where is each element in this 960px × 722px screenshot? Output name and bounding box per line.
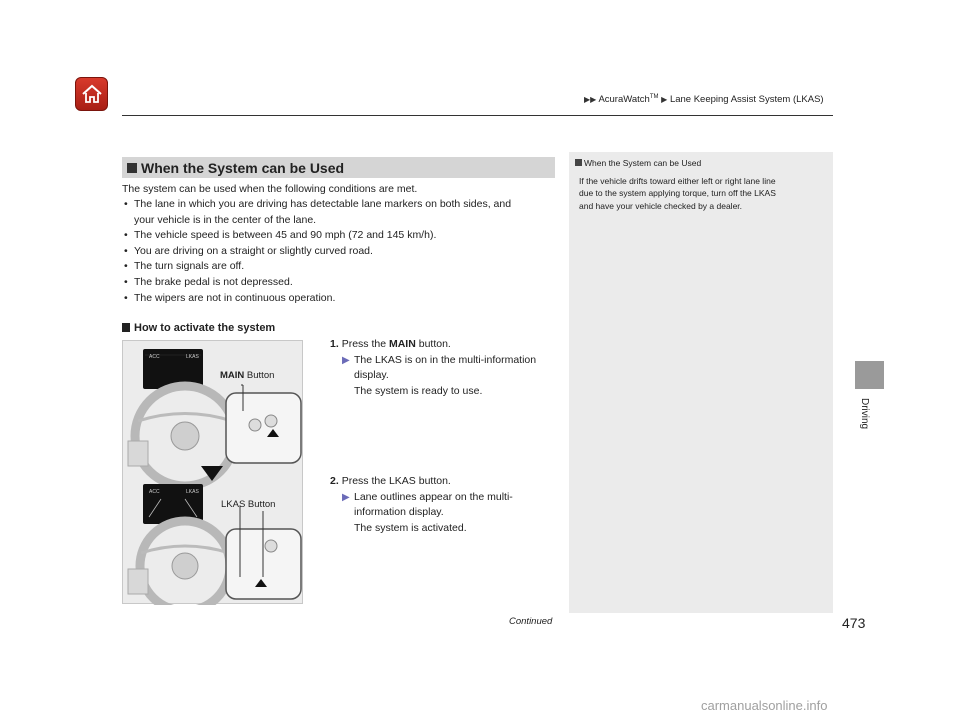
note-panel [569, 152, 833, 613]
home-icon [80, 82, 104, 106]
list-item: • The vehicle speed is between 45 and 90 mph (72 and 145 km/h). [122, 228, 562, 244]
result-arrow-icon: ▶ [342, 354, 350, 366]
square-bullet-icon [122, 323, 130, 332]
steering-wheel-illustration [122, 340, 303, 604]
breadcrumb-item-acurawatch[interactable]: AcuraWatch™ [598, 94, 659, 106]
display-acc-label: ACC [149, 354, 160, 360]
watermark: carmanualsonline.info [701, 698, 828, 713]
step-2: 2. Press the LKAS button. ▶ Lane outlines appear on the multi- information display. The system is activated. [330, 475, 513, 534]
step-1: 1. Press the MAIN button. ▶ The LKAS is on in the multi-information display. The system is ready to use. [330, 338, 537, 397]
list-item: • The turn signals are off. [122, 259, 562, 275]
display-acc-label: ACC [149, 489, 160, 495]
home-button[interactable] [75, 77, 108, 111]
list-item: • The lane in which you are driving has detectable lane markers on both sides, and [122, 197, 562, 213]
chapter-tab-label: Driving [859, 398, 870, 430]
list-item-continuation: your vehicle is in the center of the lane. [134, 213, 317, 226]
breadcrumb [584, 94, 824, 105]
lkas-button-callout: LKAS Button [221, 499, 276, 510]
main-button-callout: MAIN Button [220, 370, 275, 381]
conditions-list [122, 197, 562, 306]
chapter-tab-marker[interactable] [855, 361, 884, 389]
breadcrumb-arrow-icon: ▶ [661, 95, 668, 105]
continued-label: Continued [509, 616, 553, 627]
reference-icon [575, 159, 582, 166]
header-divider [122, 115, 833, 116]
page-number: 473 [842, 615, 866, 631]
list-item: • You are driving on a straight or slightly curved road. [122, 244, 562, 260]
note-body: If the vehicle drifts toward either left or right lane line due to the system applying torque, turn off the LKAS and have your vehicle checked by a dealer. [579, 176, 776, 211]
breadcrumb-item-lkas[interactable]: Lane Keeping Assist System (LKAS) [669, 94, 824, 106]
list-item: • The wipers are not in continuous operation. [122, 291, 562, 307]
display-lkas-label: LKAS [186, 354, 199, 360]
display-lkas-label: LKAS [186, 489, 199, 495]
square-bullet-icon [127, 163, 137, 173]
section-heading [122, 157, 555, 178]
breadcrumb-arrow-icon: ▶▶ [584, 95, 597, 105]
result-arrow-icon: ▶ [342, 491, 350, 503]
list-item: • The brake pedal is not depressed. [122, 275, 562, 291]
subsection-heading: How to activate the system [122, 322, 275, 334]
note-title: When the System can be Used [575, 158, 701, 168]
steering-wheel-diagram [123, 341, 304, 605]
intro-text: The system can be used when the following conditions are met. [122, 183, 418, 195]
section-title: When the System can be Used [141, 159, 345, 176]
